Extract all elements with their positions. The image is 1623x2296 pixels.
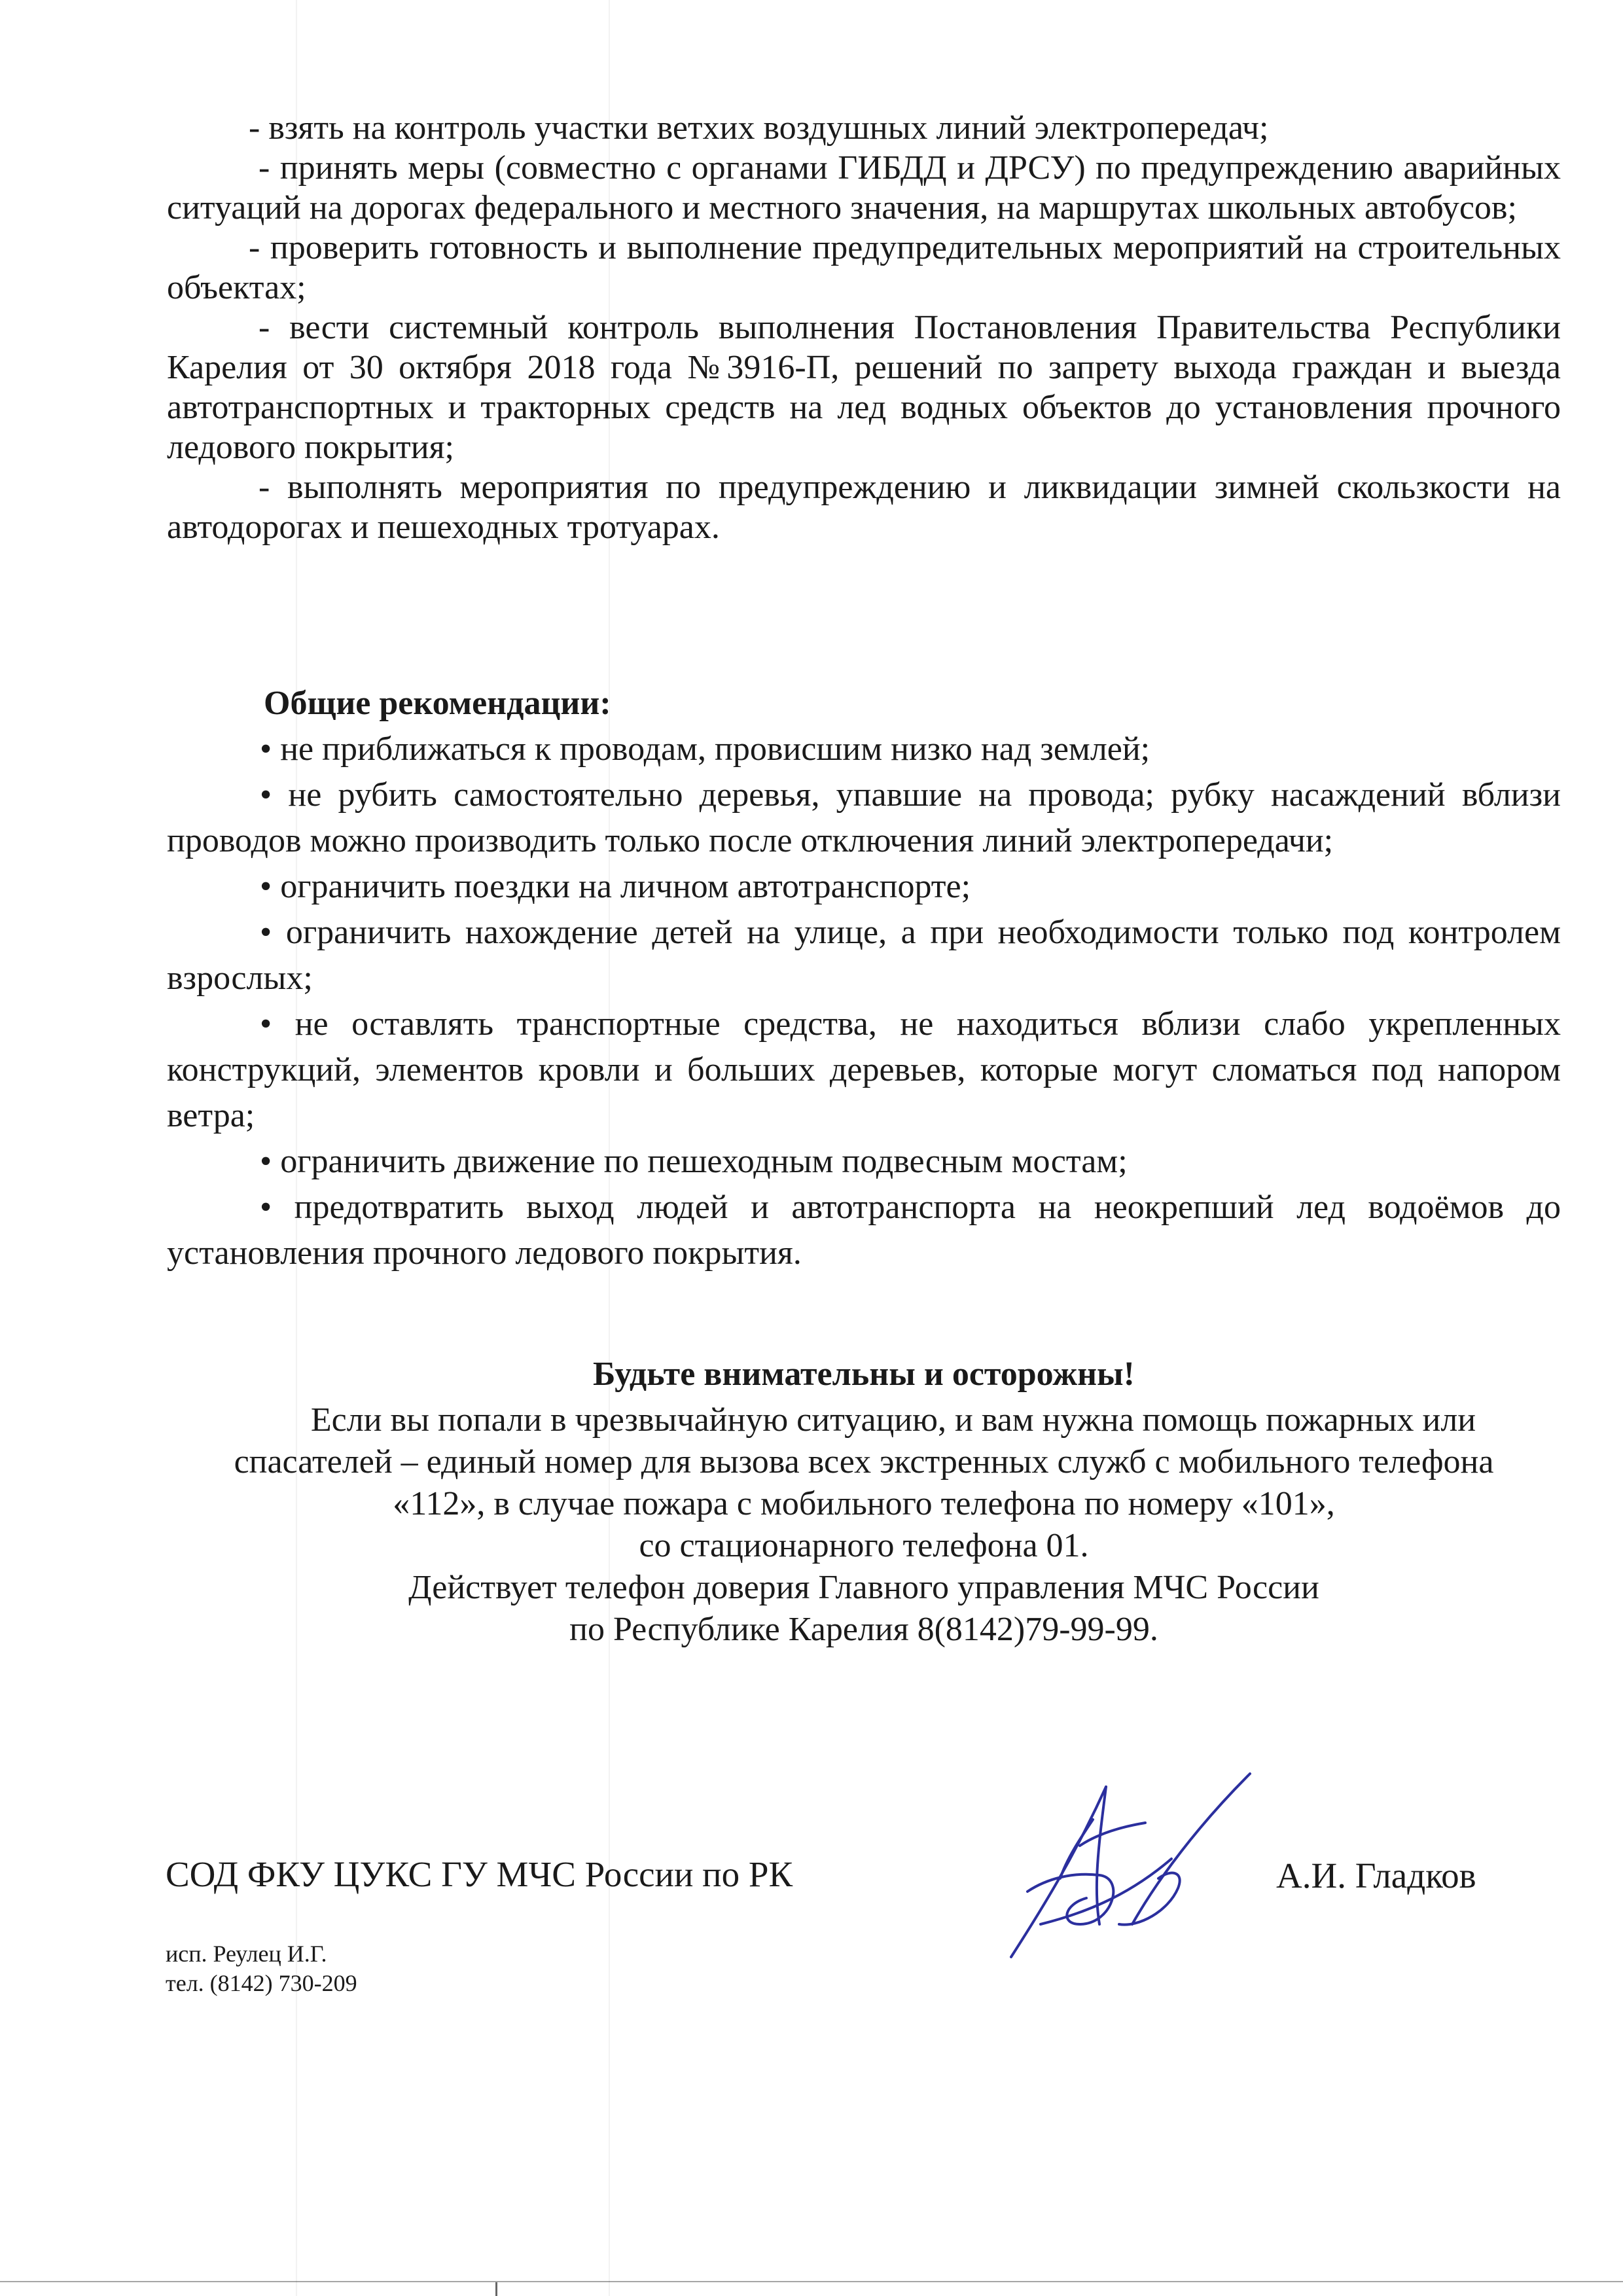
signature-image <box>1001 1761 1263 1970</box>
recommendations-section <box>167 681 1561 1276</box>
recommendation-item: • не рубить самостоятельно деревья, упавшие на провода; рубку насаждений вблизи проводов можно производить только после отключения линий электропередачи; <box>167 776 1561 859</box>
recommendation-item: • ограничить нахождение детей на улице, а при необходимости только под контролем взрослых; <box>167 914 1561 997</box>
measure-item: - принять меры (совместно с органами ГИБДД и ДРСУ) по предупреждению аварийных ситуаций на дорогах федерального и местного значения, на маршрутах школьных автобусов; <box>167 149 1561 226</box>
measure-item: - проверить готовность и выполнение предупредительных мероприятий на строительных объектах; <box>167 229 1561 306</box>
recommendation-item: • предотвратить выход людей и автотранспорта на неокрепший лед водоёмов до установления прочного ледового покрытия. <box>167 1189 1561 1272</box>
recommendation-item: • ограничить движение по пешеходным подвесным мостам; <box>260 1143 1128 1180</box>
warning-line: Действует телефон доверия Главного управления МЧС России <box>408 1569 1319 1606</box>
executor-name: исп. Реулец И.Г. <box>166 1941 327 1967</box>
measure-item: - вести системный контроль выполнения Постановления Правительства Республики Карелия от 30 октября 2018 года №3916-П, решений по запрету выхода граждан и выезда автотранспортных и тракторных средств на лед водных объектов до установления прочного ледового покрытия; <box>167 309 1561 466</box>
warning-line: Если вы попали в чрезвычайную ситуацию, и вам нужна помощь пожарных или <box>310 1401 1476 1439</box>
page-edge-line <box>0 2281 1623 2282</box>
executor-phone: тел. (8142) 730-209 <box>166 1970 357 1996</box>
measure-item: - выполнять мероприятия по предупреждению и ликвидации зимней скользкости на автодорогах и пешеходных тротуарах. <box>167 469 1561 546</box>
page-edge-mark <box>495 2282 497 2296</box>
signatory-name: А.И. Гладков <box>1276 1856 1476 1895</box>
warning-line: по Республике Карелия 8(8142)79-99-99. <box>569 1611 1158 1648</box>
warning-section <box>167 1354 1561 1651</box>
warning-title: Будьте внимательны и осторожны! <box>593 1355 1135 1393</box>
warning-line: спасателей – единый номер для вызова всех экстренных служб с мобильного телефона <box>234 1443 1494 1480</box>
recommendation-item: • не приближаться к проводам, провисшим низко над землей; <box>260 730 1150 768</box>
organization-name: СОД ФКУ ЦУКС ГУ МЧС России по РК <box>166 1854 793 1894</box>
measure-item: - взять на контроль участки ветхих воздушных линий электропередач; <box>249 109 1269 147</box>
warning-line: «112», в случае пожара с мобильного телефона по номеру «101», <box>393 1485 1335 1522</box>
recommendation-item: • не оставлять транспортные средства, не находиться вблизи слабо укрепленных конструкций, элементов кровли и больших деревьев, которые могут сломаться под напором ветра; <box>167 1005 1561 1134</box>
recommendation-item: • ограничить поездки на личном автотранспорте; <box>260 868 971 905</box>
measures-section <box>167 108 1561 547</box>
recommendations-heading: Общие рекомендации: <box>264 685 611 722</box>
warning-line: со стационарного телефона 01. <box>639 1527 1089 1564</box>
